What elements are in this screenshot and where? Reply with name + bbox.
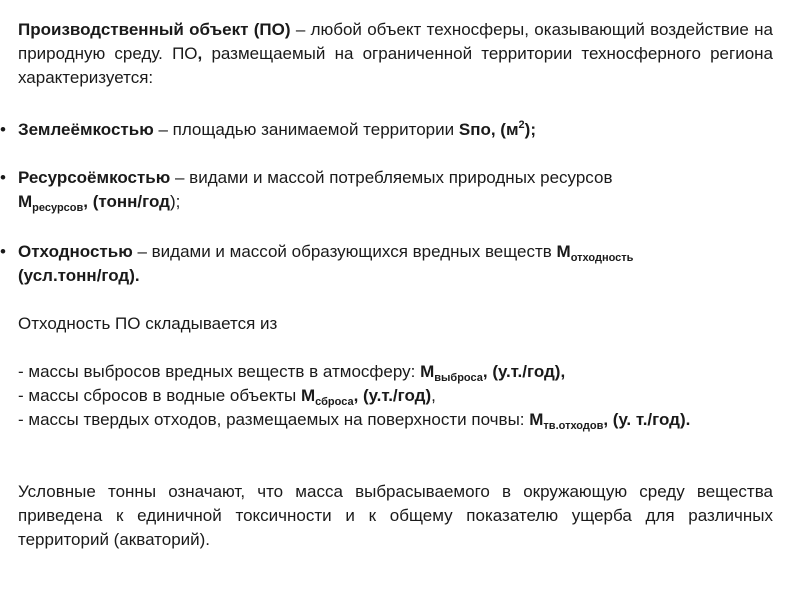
list-item — [18, 360, 773, 384]
bullet-subscript: ресурсов — [32, 202, 84, 214]
bullet-text: – видами и массой потребляемых природных ресурсов — [170, 168, 613, 187]
intro-paragraph — [18, 18, 773, 90]
list-item — [18, 408, 773, 432]
bullet-text: – видами и массой образующихся вредных веществ — [132, 242, 557, 261]
bullet-unit: (усл.тонн/год). — [18, 266, 140, 285]
bullet-symbol: М — [556, 242, 571, 261]
list-item-subscript: выброса — [434, 372, 483, 384]
list-item-text: - массы твердых отходов, размещаемых на поверхности почвы: — [18, 410, 530, 429]
bullet-symbol: М — [18, 192, 33, 211]
list-item-unit: , (у.т./год) — [353, 386, 432, 405]
list-item-text: - массы выбросов вредных веществ в атмосферу: — [18, 362, 421, 381]
list-item-symbol: М — [300, 386, 316, 405]
bullet-marker: • — [0, 120, 6, 139]
list-item-unit: , (у. т./год). — [603, 410, 691, 429]
list-item-subscript: сброса — [315, 396, 354, 408]
bullet-resource-intensity — [0, 166, 778, 214]
intro-term: Производственный объект (ПО) — [18, 20, 291, 39]
bullet-subscript: отходность — [570, 252, 634, 264]
bullet-marker: • — [0, 168, 6, 187]
list-item-symbol: М — [420, 362, 435, 381]
bullet-term: Отходностью — [18, 242, 133, 261]
list-item — [18, 384, 773, 408]
list-item-subscript: тв.отходов — [543, 420, 604, 432]
list-item-tail: , — [560, 362, 566, 381]
bullet-text: – площадью занимаемой территории — [153, 120, 459, 139]
intro-comma: , — [197, 44, 203, 63]
bullet-term: Землеёмкостью — [18, 120, 154, 139]
intro-text-1: – любой объект техносферы, оказывающий воздействие на природную среду. ПО — [18, 20, 773, 63]
bullet-unit: , (тонн/год — [83, 192, 170, 211]
list-item-unit: , (у.т./год) — [482, 362, 561, 381]
bullet-term: Ресурсоёмкостью — [18, 168, 171, 187]
bullet-tail: ); — [169, 192, 181, 211]
intro-text-2: размещаемый на ограниченной территории техносферного региона характеризуется: — [18, 44, 773, 87]
waste-list — [18, 360, 773, 432]
waste-heading: Отходность ПО складывается из — [18, 314, 278, 333]
list-item-text: - массы сбросов в водные объекты — [18, 386, 301, 405]
bullet-superscript: 2 — [518, 119, 525, 131]
bullet-marker: • — [0, 242, 6, 261]
conclusion-paragraph: Условные тонны означают, что масса выбрасываемого в окружающую среду вещества приведена к единичной токсичности и к общему показателю ущерба для различных территорий (акваторий). — [18, 482, 773, 549]
bullet-tail: ); — [524, 120, 536, 139]
list-item-tail: , — [431, 386, 436, 405]
list-item-symbol: М — [529, 410, 544, 429]
bullet-waste-intensity — [0, 240, 778, 288]
bullet-land-intensity — [0, 118, 778, 142]
bullet-symbol: Sпо, (м — [458, 120, 519, 139]
